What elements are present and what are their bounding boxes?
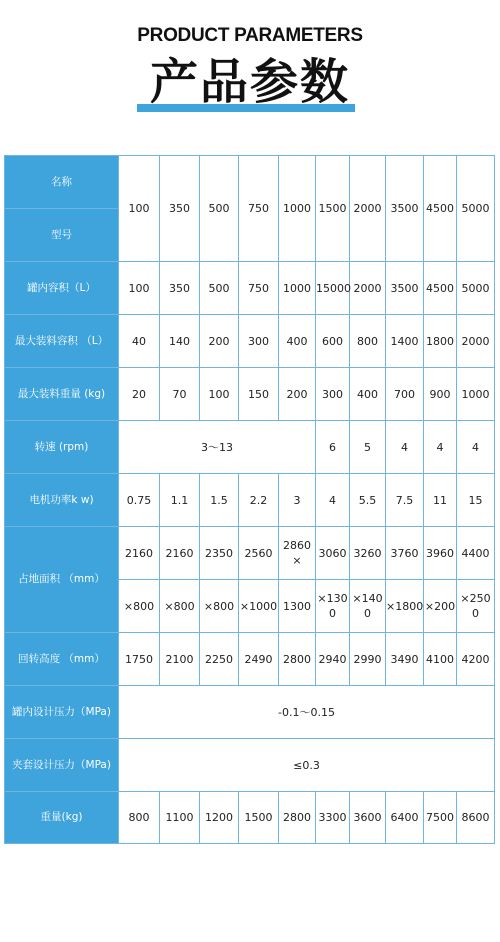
speed-merged-cell: 3～13 (119, 421, 316, 474)
max-volume-cell: 140 (160, 315, 200, 368)
label-weight: 重量(kg) (5, 792, 119, 844)
power-cell: 11 (424, 474, 457, 527)
height-cell: 2940 (316, 633, 350, 686)
model-cell: 3500 (386, 156, 424, 262)
max-weight-cell: 20 (119, 368, 160, 421)
height-cell: 2100 (160, 633, 200, 686)
max-weight-cell: 200 (279, 368, 316, 421)
row-footprint-top (5, 527, 495, 580)
weight-cell: 7500 (424, 792, 457, 844)
max-weight-cell: 150 (239, 368, 279, 421)
max-volume-cell: 400 (279, 315, 316, 368)
power-cell: 1.1 (160, 474, 200, 527)
height-cell: 4200 (457, 633, 495, 686)
model-cell: 4500 (424, 156, 457, 262)
footprint-bottom-cell: ×1800 (386, 580, 424, 633)
power-cell: 4 (316, 474, 350, 527)
power-cell: 7.5 (386, 474, 424, 527)
tank-pressure-cell: -0.1～0.15 (119, 686, 495, 739)
max-volume-cell: 200 (200, 315, 239, 368)
model-cell: 1000 (279, 156, 316, 262)
label-jacket-pressure: 夹套设计压力（MPa) (5, 739, 119, 792)
speed-cell: 4 (457, 421, 495, 474)
max-weight-cell: 300 (316, 368, 350, 421)
footprint-top-cell: 4400 (457, 527, 495, 580)
max-volume-cell: 800 (350, 315, 386, 368)
jacket-pressure-cell: ≤0.3 (119, 739, 495, 792)
power-cell: 5.5 (350, 474, 386, 527)
row-tank-pressure (5, 686, 495, 739)
row-weight (5, 792, 495, 844)
footprint-bottom-cell: 1300 (279, 580, 316, 633)
volume-cell: 4500 (424, 262, 457, 315)
row-height (5, 633, 495, 686)
max-weight-cell: 400 (350, 368, 386, 421)
footprint-bottom-cell: ×250 0 (457, 580, 495, 633)
power-cell: 0.75 (119, 474, 160, 527)
power-cell: 1.5 (200, 474, 239, 527)
speed-cell: 4 (386, 421, 424, 474)
volume-cell: 1000 (279, 262, 316, 315)
height-cell: 3490 (386, 633, 424, 686)
volume-cell: 500 (200, 262, 239, 315)
speed-cell: 6 (316, 421, 350, 474)
power-cell: 15 (457, 474, 495, 527)
row-max-volume (5, 315, 495, 368)
label-height: 回转高度 （mm） (5, 633, 119, 686)
footprint-bottom-cell: ×800 (119, 580, 160, 633)
weight-cell: 1200 (200, 792, 239, 844)
weight-cell: 3600 (350, 792, 386, 844)
label-tank-pressure: 罐内设计压力（MPa) (5, 686, 119, 739)
title-wrap (0, 52, 500, 112)
power-cell: 3 (279, 474, 316, 527)
chinese-title: 产品参数 (149, 54, 350, 110)
speed-cell: 5 (350, 421, 386, 474)
max-weight-cell: 100 (200, 368, 239, 421)
height-cell: 2490 (239, 633, 279, 686)
max-volume-cell: 300 (239, 315, 279, 368)
height-cell: 2990 (350, 633, 386, 686)
footprint-top-cell: 2350 (200, 527, 239, 580)
speed-cell: 4 (424, 421, 457, 474)
max-volume-cell: 600 (316, 315, 350, 368)
label-model: 型号 (5, 209, 119, 262)
label-speed: 转速 (rpm) (5, 421, 119, 474)
volume-cell: 100 (119, 262, 160, 315)
footprint-bottom-cell: ×1000 (239, 580, 279, 633)
model-cell: 100 (119, 156, 160, 262)
row-name (5, 156, 495, 209)
label-max-volume: 最大装料容积 （L） (5, 315, 119, 368)
volume-cell: 750 (239, 262, 279, 315)
volume-cell: 15000 (316, 262, 350, 315)
height-cell: 4100 (424, 633, 457, 686)
volume-cell: 5000 (457, 262, 495, 315)
max-weight-cell: 70 (160, 368, 200, 421)
weight-cell: 2800 (279, 792, 316, 844)
footprint-top-cell: 2560 (239, 527, 279, 580)
footprint-bottom-cell: ×800 (160, 580, 200, 633)
label-max-weight: 最大装料重量 (kg) (5, 368, 119, 421)
footprint-top-cell: 3260 (350, 527, 386, 580)
row-max-weight (5, 368, 495, 421)
max-weight-cell: 1000 (457, 368, 495, 421)
model-cell: 2000 (350, 156, 386, 262)
max-weight-cell: 700 (386, 368, 424, 421)
model-cell: 500 (200, 156, 239, 262)
weight-cell: 1500 (239, 792, 279, 844)
footprint-bottom-cell: ×140 0 (350, 580, 386, 633)
label-name: 名称 (5, 156, 119, 209)
row-volume (5, 262, 495, 315)
weight-cell: 3300 (316, 792, 350, 844)
max-volume-cell: 1400 (386, 315, 424, 368)
weight-cell: 800 (119, 792, 160, 844)
footprint-top-cell: 3060 (316, 527, 350, 580)
volume-cell: 3500 (386, 262, 424, 315)
footprint-top-cell: 2160 (160, 527, 200, 580)
footprint-bottom-cell: ×200 (424, 580, 457, 633)
volume-cell: 2000 (350, 262, 386, 315)
height-cell: 2250 (200, 633, 239, 686)
row-speed (5, 421, 495, 474)
max-volume-cell: 40 (119, 315, 160, 368)
label-footprint: 占地面积 （mm） (5, 527, 119, 633)
weight-cell: 8600 (457, 792, 495, 844)
height-cell: 2800 (279, 633, 316, 686)
footprint-top-cell: 2860 × (279, 527, 316, 580)
row-power (5, 474, 495, 527)
model-cell: 1500 (316, 156, 350, 262)
power-cell: 2.2 (239, 474, 279, 527)
weight-cell: 1100 (160, 792, 200, 844)
model-cell: 350 (160, 156, 200, 262)
max-volume-cell: 2000 (457, 315, 495, 368)
footprint-bottom-cell: ×130 0 (316, 580, 350, 633)
footprint-top-cell: 2160 (119, 527, 160, 580)
row-jacket-pressure (5, 739, 495, 792)
footprint-top-cell: 3760 (386, 527, 424, 580)
max-volume-cell: 1800 (424, 315, 457, 368)
label-volume: 罐内容积（L） (5, 262, 119, 315)
page-header (0, 0, 500, 140)
model-cell: 5000 (457, 156, 495, 262)
english-title: PRODUCT PARAMETERS (137, 25, 363, 46)
model-cell: 750 (239, 156, 279, 262)
volume-cell: 350 (160, 262, 200, 315)
label-power: 电机功率k w) (5, 474, 119, 527)
parameters-table (4, 155, 495, 844)
footprint-top-cell: 3960 (424, 527, 457, 580)
height-cell: 1750 (119, 633, 160, 686)
footprint-bottom-cell: ×800 (200, 580, 239, 633)
max-weight-cell: 900 (424, 368, 457, 421)
weight-cell: 6400 (386, 792, 424, 844)
